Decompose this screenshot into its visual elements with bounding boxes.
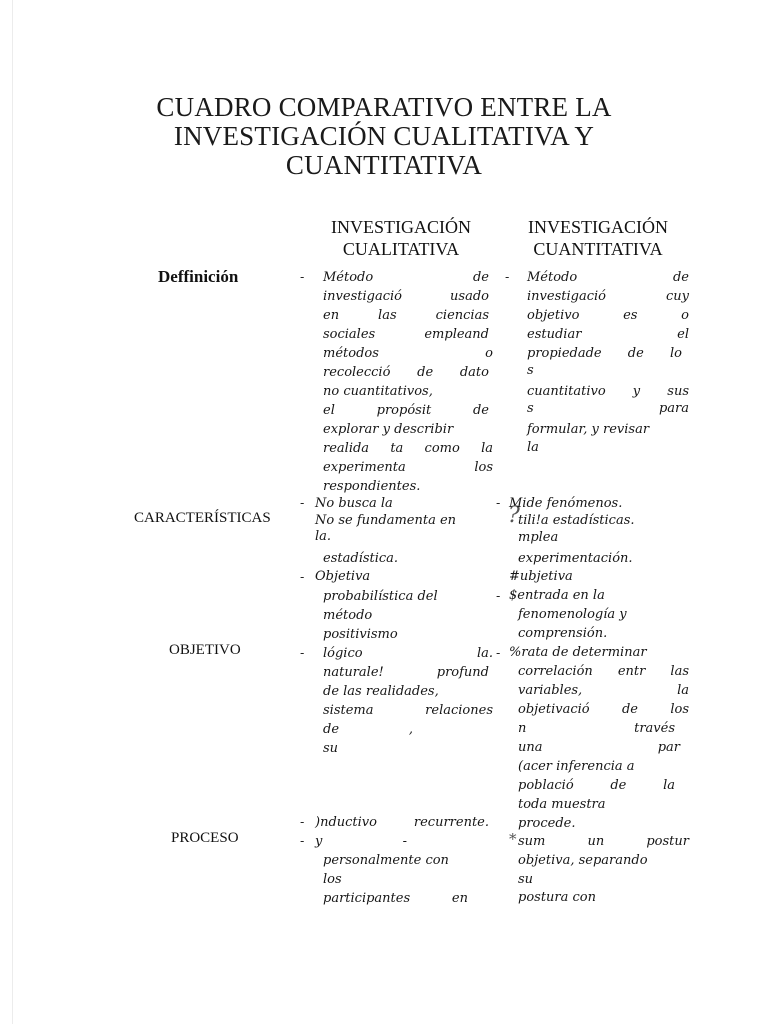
- text-line: No se fundamenta en: [315, 513, 457, 528]
- text-line: )nductivo recurrente.: [315, 815, 489, 830]
- text-line: postura con: [518, 890, 596, 905]
- bullet-marker: -: [505, 270, 510, 284]
- text-line: respondientes.: [323, 479, 421, 494]
- title-line-3: CUANTITATIVA: [285, 150, 483, 180]
- text-line: probabilística del: [323, 589, 438, 604]
- row-label-proceso: PROCESO: [171, 830, 239, 846]
- text-line: %rata de determinar: [509, 645, 647, 660]
- text-line: una par: [518, 740, 680, 755]
- text-line: formular, y revisar: [527, 422, 650, 437]
- bullet-marker: -: [496, 646, 501, 660]
- column-header-cuantitativa: [503, 216, 693, 260]
- text-line: s para: [527, 401, 689, 416]
- text-line: objetiva, separando: [518, 853, 648, 868]
- text-line: objetivo es o: [527, 308, 689, 323]
- title-line-2: INVESTIGACIÓN CUALITATIVA Y: [173, 121, 595, 151]
- text-line: (acer inferencia a: [518, 759, 635, 774]
- column-header-line: CUALITATIVA: [342, 239, 460, 259]
- text-line: recolecció de dato: [323, 365, 489, 380]
- text-line: Método de: [323, 270, 489, 285]
- page-title: [118, 93, 650, 180]
- text-line: Mide fenómenos.: [509, 496, 623, 511]
- text-line: el propósit de: [323, 403, 489, 418]
- text-line: procede.: [518, 816, 576, 831]
- text-line: su: [518, 872, 534, 887]
- text-line: correlación entr las: [518, 664, 689, 679]
- bullet-marker: -: [300, 646, 305, 660]
- text-line: de ,: [323, 722, 413, 737]
- text-line: $entrada en la: [509, 588, 605, 603]
- row-label-objetivo: OBJETIVO: [169, 642, 241, 658]
- text-line: tili!a estadísticas.: [518, 513, 635, 528]
- text-line: #ubjetiva: [509, 569, 573, 584]
- text-line: cuantitativo y sus: [527, 384, 689, 399]
- bullet-glyph: ?: [508, 503, 520, 528]
- text-line: personalmente con: [323, 853, 449, 868]
- column-header-line: INVESTIGACIÓN: [331, 217, 471, 237]
- text-line: no cuantitativos,: [323, 384, 433, 399]
- bullet-marker: -: [300, 270, 305, 284]
- bullet-marker: -: [300, 570, 305, 584]
- text-line: la.: [315, 529, 332, 544]
- text-line: objetivació de los: [518, 702, 689, 717]
- bullet-marker: -: [300, 834, 305, 848]
- text-line: lógico la.: [323, 646, 493, 661]
- text-line: naturale! profund: [323, 665, 489, 680]
- bullet-marker: -: [496, 496, 501, 510]
- text-line: la: [527, 440, 539, 455]
- text-line: sum un postur: [518, 834, 689, 849]
- text-line: Método de: [527, 270, 689, 285]
- text-line: No busca la: [315, 496, 393, 511]
- text-line: variables, la: [518, 683, 689, 698]
- text-line: fenomenología y: [518, 607, 627, 622]
- text-line: investigació usado: [323, 289, 489, 304]
- text-line: investigació cuy: [527, 289, 689, 304]
- bullet-marker: -: [300, 815, 305, 829]
- text-line: població de la: [518, 778, 675, 793]
- row-label-definicion: Deffinición: [158, 267, 239, 286]
- page-edge: [12, 0, 13, 1024]
- text-line: Objetiva: [315, 569, 371, 584]
- bullet-marker: -: [300, 496, 305, 510]
- text-line: mplea: [518, 530, 559, 545]
- text-line: realida ta como la: [323, 441, 493, 456]
- text-line: experimenta los: [323, 460, 493, 475]
- title-line-1: CUADRO COMPARATIVO ENTRE LA: [156, 92, 612, 122]
- text-line: estadística.: [323, 551, 399, 566]
- column-header-line: CUANTITATIVA: [533, 239, 663, 259]
- text-line: y -: [315, 834, 407, 849]
- text-line: su: [323, 741, 339, 756]
- column-header-line: INVESTIGACIÓN: [528, 217, 668, 237]
- text-line: sistema relaciones: [323, 703, 493, 718]
- row-label-caracteristicas: CARACTERÍSTICAS: [134, 510, 271, 526]
- text-line: participantes en: [323, 891, 468, 906]
- text-line: comprensión.: [518, 626, 608, 641]
- text-line: sociales empleand: [323, 327, 489, 342]
- text-line: n través: [518, 721, 675, 736]
- bullet-glyph: *: [509, 830, 517, 848]
- text-line: de las realidades,: [323, 684, 439, 699]
- text-line: explorar y describir: [323, 422, 454, 437]
- text-line: los: [323, 872, 342, 887]
- bullet-marker: -: [496, 589, 501, 603]
- text-line: experimentación.: [518, 551, 633, 566]
- column-header-cualitativa: [306, 216, 496, 260]
- text-line: positivismo: [323, 627, 398, 642]
- text-line: propiedade de lo: [527, 346, 682, 361]
- text-line: s: [527, 363, 534, 378]
- text-line: en las ciencias: [323, 308, 489, 323]
- text-line: métodos o: [323, 346, 493, 361]
- text-line: método: [323, 608, 373, 623]
- text-line: estudiar el: [527, 327, 689, 342]
- text-line: toda muestra: [518, 797, 606, 812]
